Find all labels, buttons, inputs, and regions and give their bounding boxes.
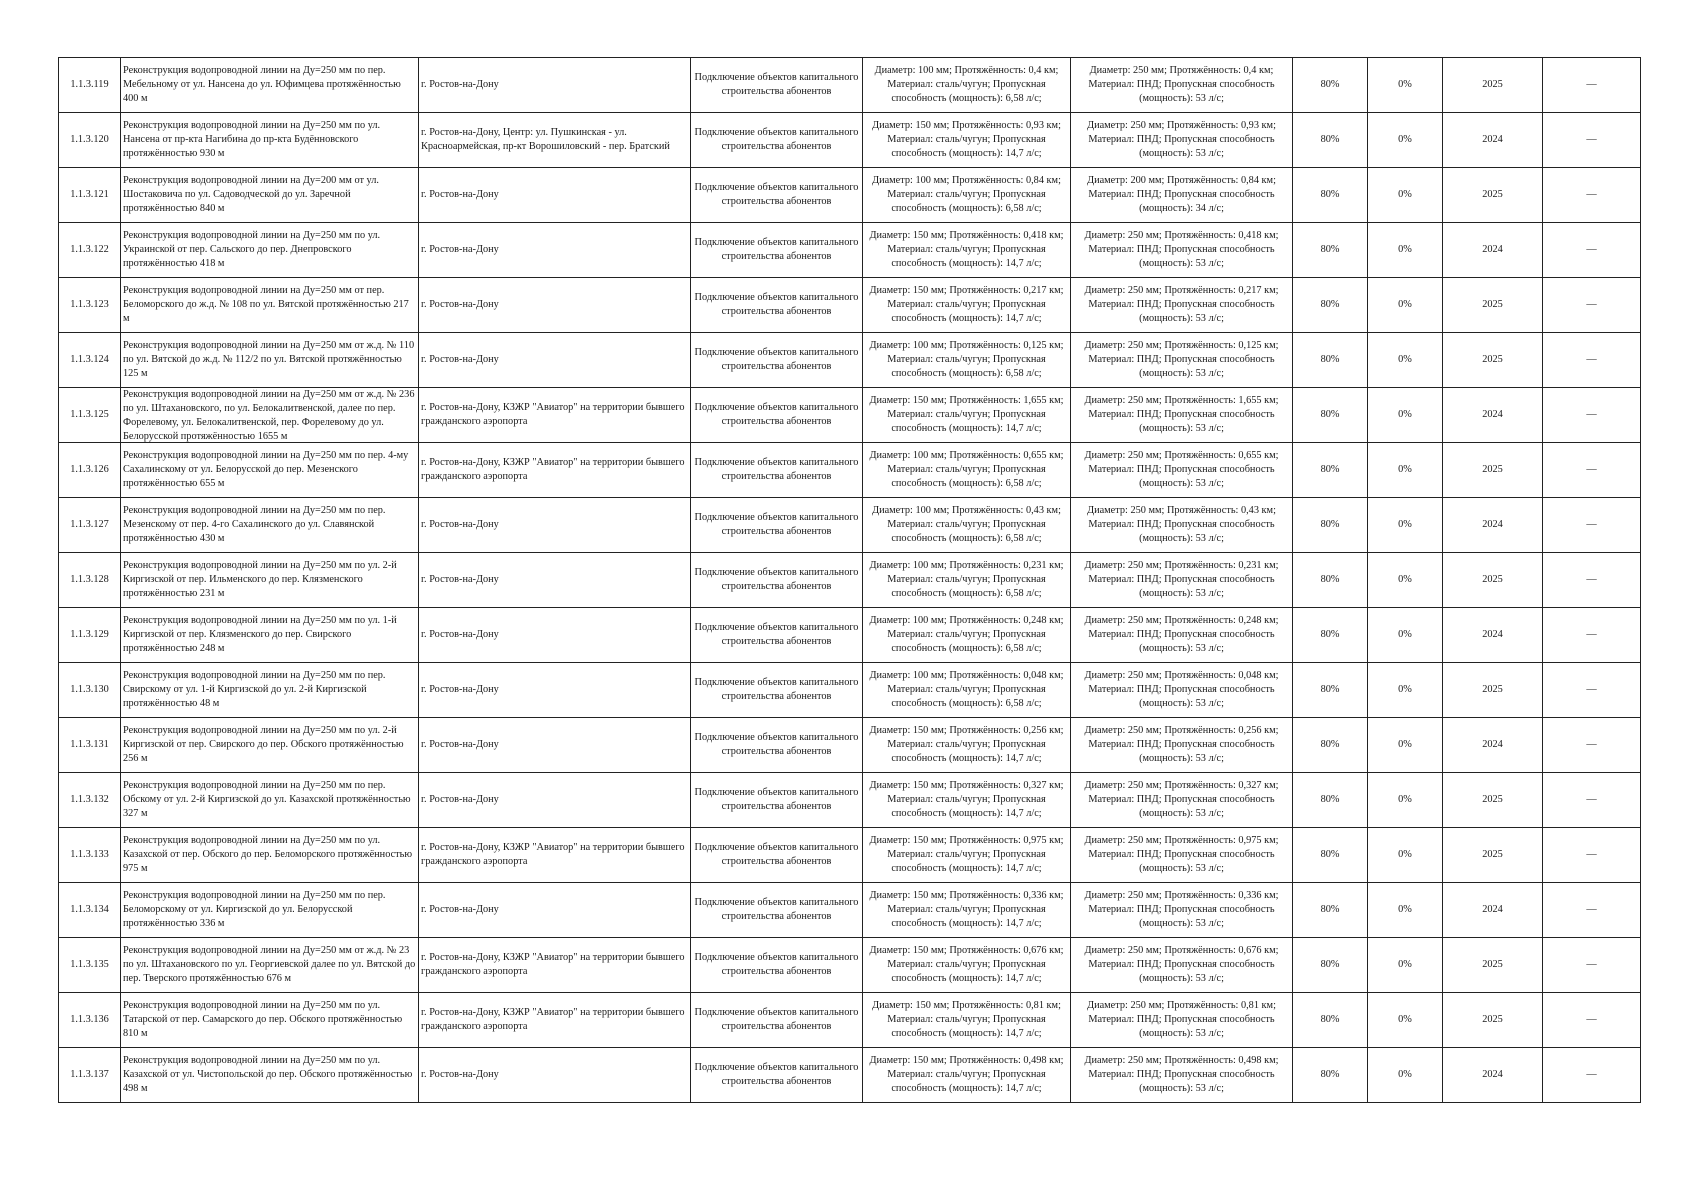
- table-row: [59, 608, 1641, 663]
- project-name-cell: Реконструкция водопроводной линии на Ду=250 мм по ул. Казахской от пер. Обского до пер. Беломорского протяжённостью 975 м: [121, 828, 419, 883]
- percent-b-cell: 0%: [1368, 828, 1443, 883]
- percent-a-cell: 80%: [1293, 828, 1368, 883]
- percent-a-cell: 80%: [1293, 113, 1368, 168]
- year-cell: 2024: [1443, 718, 1543, 773]
- location-cell: г. Ростов-на-Дону: [419, 663, 691, 718]
- project-number-cell: 1.1.3.125: [59, 388, 121, 443]
- year-cell: 2024: [1443, 1048, 1543, 1103]
- location-cell: г. Ростов-на-Дону: [419, 168, 691, 223]
- percent-b-cell: 0%: [1368, 443, 1443, 498]
- year-cell: 2025: [1443, 333, 1543, 388]
- location-cell: г. Ростов-на-Дону: [419, 718, 691, 773]
- percent-a-cell: 80%: [1293, 938, 1368, 993]
- params-after-cell: Диаметр: 250 мм; Протяжённость: 0,4 км; Материал: ПНД; Пропускная способность (мощность): 53 л/с;: [1071, 58, 1293, 113]
- purpose-cell: Подключение объектов капитального строительства абонентов: [691, 388, 863, 443]
- params-after-cell: Диаметр: 250 мм; Протяжённость: 0,125 км; Материал: ПНД; Пропускная способность (мощность): 53 л/с;: [1071, 333, 1293, 388]
- params-after-cell: Диаметр: 250 мм; Протяжённость: 0,43 км; Материал: ПНД; Пропускная способность (мощность): 53 л/с;: [1071, 498, 1293, 553]
- empty-value-cell: —: [1543, 333, 1641, 388]
- location-cell: г. Ростов-на-Дону, КЗЖР "Авиатор" на территории бывшего гражданского аэропорта: [419, 443, 691, 498]
- purpose-cell: Подключение объектов капитального строительства абонентов: [691, 938, 863, 993]
- percent-b-cell: 0%: [1368, 333, 1443, 388]
- year-cell: 2025: [1443, 443, 1543, 498]
- params-after-cell: Диаметр: 250 мм; Протяжённость: 0,048 км; Материал: ПНД; Пропускная способность (мощность): 53 л/с;: [1071, 663, 1293, 718]
- table-row: [59, 58, 1641, 113]
- empty-value-cell: —: [1543, 113, 1641, 168]
- table-row: [59, 443, 1641, 498]
- params-before-cell: Диаметр: 150 мм; Протяжённость: 0,81 км; Материал: сталь/чугун; Пропускная способность (мощность): 14,7 л/с;: [863, 993, 1071, 1048]
- table-row: [59, 553, 1641, 608]
- location-cell: г. Ростов-на-Дону: [419, 608, 691, 663]
- params-after-cell: Диаметр: 250 мм; Протяжённость: 0,975 км; Материал: ПНД; Пропускная способность (мощность): 53 л/с;: [1071, 828, 1293, 883]
- params-before-cell: Диаметр: 150 мм; Протяжённость: 0,327 км; Материал: сталь/чугун; Пропускная способность (мощность): 14,7 л/с;: [863, 773, 1071, 828]
- table-body: [59, 58, 1641, 1103]
- project-name-cell: Реконструкция водопроводной линии на Ду=250 мм по пер. Мебельному от ул. Нансена до ул. Юфимцева протяжённостью 400 м: [121, 58, 419, 113]
- percent-b-cell: 0%: [1368, 388, 1443, 443]
- project-number-cell: 1.1.3.136: [59, 993, 121, 1048]
- percent-a-cell: 80%: [1293, 278, 1368, 333]
- project-name-cell: Реконструкция водопроводной линии на Ду=250 мм по ул. Украинской от пер. Сальского до пер. Днепровского протяжённостью 418 м: [121, 223, 419, 278]
- location-cell: г. Ростов-на-Дону: [419, 498, 691, 553]
- table-row: [59, 828, 1641, 883]
- project-number-cell: 1.1.3.126: [59, 443, 121, 498]
- empty-value-cell: —: [1543, 718, 1641, 773]
- params-before-cell: Диаметр: 150 мм; Протяжённость: 0,418 км; Материал: сталь/чугун; Пропускная способность (мощность): 14,7 л/с;: [863, 223, 1071, 278]
- percent-a-cell: 80%: [1293, 58, 1368, 113]
- percent-a-cell: 80%: [1293, 993, 1368, 1048]
- project-name-cell: Реконструкция водопроводной линии на Ду=250 мм по ул. Нансена от пр-кта Нагибина до пр-кта Будённовского протяжённостью 930 м: [121, 113, 419, 168]
- params-before-cell: Диаметр: 100 мм; Протяжённость: 0,231 км; Материал: сталь/чугун; Пропускная способность (мощность): 6,58 л/с;: [863, 553, 1071, 608]
- percent-b-cell: 0%: [1368, 718, 1443, 773]
- project-number-cell: 1.1.3.120: [59, 113, 121, 168]
- params-after-cell: Диаметр: 250 мм; Протяжённость: 1,655 км; Материал: ПНД; Пропускная способность (мощность): 53 л/с;: [1071, 388, 1293, 443]
- params-before-cell: Диаметр: 100 мм; Протяжённость: 0,4 км; Материал: сталь/чугун; Пропускная способность (мощность): 6,58 л/с;: [863, 58, 1071, 113]
- location-cell: г. Ростов-на-Дону, Центр: ул. Пушкинская - ул. Красноармейская, пр-кт Ворошиловский - пер. Братский: [419, 113, 691, 168]
- location-cell: г. Ростов-на-Дону: [419, 278, 691, 333]
- year-cell: 2024: [1443, 498, 1543, 553]
- params-before-cell: Диаметр: 150 мм; Протяжённость: 0,93 км; Материал: сталь/чугун; Пропускная способность (мощность): 14,7 л/с;: [863, 113, 1071, 168]
- purpose-cell: Подключение объектов капитального строительства абонентов: [691, 773, 863, 828]
- empty-value-cell: —: [1543, 498, 1641, 553]
- params-before-cell: Диаметр: 150 мм; Протяжённость: 0,217 км; Материал: сталь/чугун; Пропускная способность (мощность): 14,7 л/с;: [863, 278, 1071, 333]
- project-number-cell: 1.1.3.122: [59, 223, 121, 278]
- year-cell: 2024: [1443, 608, 1543, 663]
- table-row: [59, 388, 1641, 443]
- project-name-cell: Реконструкция водопроводной линии на Ду=250 мм по пер. Обскому от ул. 2-й Киргизской до ул. Казахской протяжённостью 327 м: [121, 773, 419, 828]
- location-cell: г. Ростов-на-Дону: [419, 223, 691, 278]
- project-name-cell: Реконструкция водопроводной линии на Ду=250 мм по ул. 1-й Киргизской от пер. Клязменского до пер. Свирского протяжённостью 248 м: [121, 608, 419, 663]
- percent-b-cell: 0%: [1368, 993, 1443, 1048]
- empty-value-cell: —: [1543, 993, 1641, 1048]
- params-after-cell: Диаметр: 250 мм; Протяжённость: 0,248 км; Материал: ПНД; Пропускная способность (мощность): 53 л/с;: [1071, 608, 1293, 663]
- params-after-cell: Диаметр: 250 мм; Протяжённость: 0,336 км; Материал: ПНД; Пропускная способность (мощность): 53 л/с;: [1071, 883, 1293, 938]
- project-name-cell: Реконструкция водопроводной линии на Ду=250 мм по ул. 2-й Киргизской от пер. Ильменского до пер. Клязменского протяжённостью 231 м: [121, 553, 419, 608]
- purpose-cell: Подключение объектов капитального строительства абонентов: [691, 993, 863, 1048]
- project-name-cell: Реконструкция водопроводной линии на Ду=250 мм по ул. Татарской от пер. Самарского до пер. Обского протяжённостью 810 м: [121, 993, 419, 1048]
- table-row: [59, 333, 1641, 388]
- empty-value-cell: —: [1543, 1048, 1641, 1103]
- location-cell: г. Ростов-на-Дону: [419, 333, 691, 388]
- year-cell: 2025: [1443, 278, 1543, 333]
- location-cell: г. Ростов-на-Дону: [419, 553, 691, 608]
- purpose-cell: Подключение объектов капитального строительства абонентов: [691, 498, 863, 553]
- purpose-cell: Подключение объектов капитального строительства абонентов: [691, 883, 863, 938]
- params-before-cell: Диаметр: 100 мм; Протяжённость: 0,43 км; Материал: сталь/чугун; Пропускная способность (мощность): 6,58 л/с;: [863, 498, 1071, 553]
- project-number-cell: 1.1.3.135: [59, 938, 121, 993]
- table-row: [59, 938, 1641, 993]
- project-name-cell: Реконструкция водопроводной линии на Ду=250 мм от ж.д. № 23 по ул. Штахановского по ул. Георгиевской далее по ул. Вятской до пер. Тверского протяжённостью 676 м: [121, 938, 419, 993]
- table-row: [59, 883, 1641, 938]
- params-before-cell: Диаметр: 150 мм; Протяжённость: 0,498 км; Материал: сталь/чугун; Пропускная способность (мощность): 14,7 л/с;: [863, 1048, 1071, 1103]
- year-cell: 2025: [1443, 993, 1543, 1048]
- percent-a-cell: 80%: [1293, 1048, 1368, 1103]
- project-number-cell: 1.1.3.131: [59, 718, 121, 773]
- year-cell: 2025: [1443, 168, 1543, 223]
- percent-a-cell: 80%: [1293, 883, 1368, 938]
- params-before-cell: Диаметр: 100 мм; Протяжённость: 0,655 км; Материал: сталь/чугун; Пропускная способность (мощность): 6,58 л/с;: [863, 443, 1071, 498]
- project-name-cell: Реконструкция водопроводной линии на Ду=250 мм по ул. Казахской от ул. Чистопольской до пер. Обского протяжённостью 498 м: [121, 1048, 419, 1103]
- project-name-cell: Реконструкция водопроводной линии на Ду=250 мм по пер. 4-му Сахалинскому от ул. Белорусской до пер. Мезенского протяжённостью 655 м: [121, 443, 419, 498]
- percent-b-cell: 0%: [1368, 663, 1443, 718]
- params-before-cell: Диаметр: 150 мм; Протяжённость: 1,655 км; Материал: сталь/чугун; Пропускная способность (мощность): 14,7 л/с;: [863, 388, 1071, 443]
- params-after-cell: Диаметр: 250 мм; Протяжённость: 0,93 км; Материал: ПНД; Пропускная способность (мощность): 53 л/с;: [1071, 113, 1293, 168]
- params-after-cell: Диаметр: 250 мм; Протяжённость: 0,676 км; Материал: ПНД; Пропускная способность (мощность): 53 л/с;: [1071, 938, 1293, 993]
- year-cell: 2024: [1443, 883, 1543, 938]
- table-row: [59, 498, 1641, 553]
- project-name-cell: Реконструкция водопроводной линии на Ду=250 мм по пер. Мезенскому от пер. 4-го Сахалинского до ул. Славянской протяжённостью 430 м: [121, 498, 419, 553]
- location-cell: г. Ростов-на-Дону: [419, 883, 691, 938]
- project-number-cell: 1.1.3.119: [59, 58, 121, 113]
- project-number-cell: 1.1.3.133: [59, 828, 121, 883]
- percent-b-cell: 0%: [1368, 223, 1443, 278]
- params-before-cell: Диаметр: 100 мм; Протяжённость: 0,048 км; Материал: сталь/чугун; Пропускная способность (мощность): 6,58 л/с;: [863, 663, 1071, 718]
- empty-value-cell: —: [1543, 828, 1641, 883]
- year-cell: 2025: [1443, 553, 1543, 608]
- purpose-cell: Подключение объектов капитального строительства абонентов: [691, 663, 863, 718]
- params-before-cell: Диаметр: 150 мм; Протяжённость: 0,336 км; Материал: сталь/чугун; Пропускная способность (мощность): 14,7 л/с;: [863, 883, 1071, 938]
- table-row: [59, 718, 1641, 773]
- percent-a-cell: 80%: [1293, 498, 1368, 553]
- percent-b-cell: 0%: [1368, 883, 1443, 938]
- percent-a-cell: 80%: [1293, 168, 1368, 223]
- percent-b-cell: 0%: [1368, 608, 1443, 663]
- table-row: [59, 1048, 1641, 1103]
- percent-b-cell: 0%: [1368, 168, 1443, 223]
- percent-b-cell: 0%: [1368, 773, 1443, 828]
- year-cell: 2025: [1443, 663, 1543, 718]
- params-before-cell: Диаметр: 150 мм; Протяжённость: 0,256 км; Материал: сталь/чугун; Пропускная способность (мощность): 14,7 л/с;: [863, 718, 1071, 773]
- project-name-cell: Реконструкция водопроводной линии на Ду=250 мм от ж.д. № 110 по ул. Вятской до ж.д. № 112/2 по ул. Вятской протяжённостью 125 м: [121, 333, 419, 388]
- purpose-cell: Подключение объектов капитального строительства абонентов: [691, 113, 863, 168]
- percent-a-cell: 80%: [1293, 223, 1368, 278]
- project-number-cell: 1.1.3.132: [59, 773, 121, 828]
- location-cell: г. Ростов-на-Дону: [419, 1048, 691, 1103]
- params-after-cell: Диаметр: 250 мм; Протяжённость: 0,655 км; Материал: ПНД; Пропускная способность (мощность): 53 л/с;: [1071, 443, 1293, 498]
- location-cell: г. Ростов-на-Дону: [419, 773, 691, 828]
- percent-a-cell: 80%: [1293, 443, 1368, 498]
- project-number-cell: 1.1.3.137: [59, 1048, 121, 1103]
- purpose-cell: Подключение объектов капитального строительства абонентов: [691, 168, 863, 223]
- project-number-cell: 1.1.3.121: [59, 168, 121, 223]
- location-cell: г. Ростов-на-Дону, КЗЖР "Авиатор" на территории бывшего гражданского аэропорта: [419, 938, 691, 993]
- params-after-cell: Диаметр: 250 мм; Протяжённость: 0,498 км; Материал: ПНД; Пропускная способность (мощность): 53 л/с;: [1071, 1048, 1293, 1103]
- purpose-cell: Подключение объектов капитального строительства абонентов: [691, 58, 863, 113]
- location-cell: г. Ростов-на-Дону: [419, 58, 691, 113]
- empty-value-cell: —: [1543, 938, 1641, 993]
- params-before-cell: Диаметр: 100 мм; Протяжённость: 0,248 км; Материал: сталь/чугун; Пропускная способность (мощность): 6,58 л/с;: [863, 608, 1071, 663]
- percent-b-cell: 0%: [1368, 553, 1443, 608]
- params-after-cell: Диаметр: 200 мм; Протяжённость: 0,84 км; Материал: ПНД; Пропускная способность (мощность): 34 л/с;: [1071, 168, 1293, 223]
- year-cell: 2024: [1443, 223, 1543, 278]
- location-cell: г. Ростов-на-Дону, КЗЖР "Авиатор" на территории бывшего гражданского аэропорта: [419, 388, 691, 443]
- percent-b-cell: 0%: [1368, 498, 1443, 553]
- params-after-cell: Диаметр: 250 мм; Протяжённость: 0,327 км; Материал: ПНД; Пропускная способность (мощность): 53 л/с;: [1071, 773, 1293, 828]
- project-number-cell: 1.1.3.128: [59, 553, 121, 608]
- project-name-cell: Реконструкция водопроводной линии на Ду=250 мм от пер. Беломорского до ж.д. № 108 по ул. Вятской протяжённостью 217 м: [121, 278, 419, 333]
- year-cell: 2024: [1443, 113, 1543, 168]
- params-before-cell: Диаметр: 100 мм; Протяжённость: 0,125 км; Материал: сталь/чугун; Пропускная способность (мощность): 6,58 л/с;: [863, 333, 1071, 388]
- empty-value-cell: —: [1543, 58, 1641, 113]
- params-after-cell: Диаметр: 250 мм; Протяжённость: 0,217 км; Материал: ПНД; Пропускная способность (мощность): 53 л/с;: [1071, 278, 1293, 333]
- percent-b-cell: 0%: [1368, 278, 1443, 333]
- empty-value-cell: —: [1543, 883, 1641, 938]
- params-before-cell: Диаметр: 150 мм; Протяжённость: 0,676 км; Материал: сталь/чугун; Пропускная способность (мощность): 14,7 л/с;: [863, 938, 1071, 993]
- purpose-cell: Подключение объектов капитального строительства абонентов: [691, 278, 863, 333]
- percent-b-cell: 0%: [1368, 58, 1443, 113]
- empty-value-cell: —: [1543, 388, 1641, 443]
- purpose-cell: Подключение объектов капитального строительства абонентов: [691, 1048, 863, 1103]
- location-cell: г. Ростов-на-Дону, КЗЖР "Авиатор" на территории бывшего гражданского аэропорта: [419, 828, 691, 883]
- percent-b-cell: 0%: [1368, 113, 1443, 168]
- project-number-cell: 1.1.3.129: [59, 608, 121, 663]
- empty-value-cell: —: [1543, 443, 1641, 498]
- table-row: [59, 278, 1641, 333]
- purpose-cell: Подключение объектов капитального строительства абонентов: [691, 443, 863, 498]
- empty-value-cell: —: [1543, 278, 1641, 333]
- location-cell: г. Ростов-на-Дону, КЗЖР "Авиатор" на территории бывшего гражданского аэропорта: [419, 993, 691, 1048]
- params-after-cell: Диаметр: 250 мм; Протяжённость: 0,418 км; Материал: ПНД; Пропускная способность (мощность): 53 л/с;: [1071, 223, 1293, 278]
- params-after-cell: Диаметр: 250 мм; Протяжённость: 0,256 км; Материал: ПНД; Пропускная способность (мощность): 53 л/с;: [1071, 718, 1293, 773]
- year-cell: 2025: [1443, 58, 1543, 113]
- project-name-cell: Реконструкция водопроводной линии на Ду=250 мм по ул. 2-й Киргизской от пер. Свирского до пер. Обского протяжённостью 256 м: [121, 718, 419, 773]
- percent-b-cell: 0%: [1368, 1048, 1443, 1103]
- year-cell: 2025: [1443, 938, 1543, 993]
- empty-value-cell: —: [1543, 223, 1641, 278]
- project-name-cell: Реконструкция водопроводной линии на Ду=250 мм по пер. Свирскому от ул. 1-й Киргизской до ул. 2-й Киргизской протяжённостью 48 м: [121, 663, 419, 718]
- table-row: [59, 773, 1641, 828]
- params-before-cell: Диаметр: 100 мм; Протяжённость: 0,84 км; Материал: сталь/чугун; Пропускная способность (мощность): 6,58 л/с;: [863, 168, 1071, 223]
- percent-a-cell: 80%: [1293, 773, 1368, 828]
- empty-value-cell: —: [1543, 608, 1641, 663]
- project-number-cell: 1.1.3.130: [59, 663, 121, 718]
- project-number-cell: 1.1.3.127: [59, 498, 121, 553]
- percent-a-cell: 80%: [1293, 333, 1368, 388]
- project-number-cell: 1.1.3.124: [59, 333, 121, 388]
- year-cell: 2025: [1443, 773, 1543, 828]
- project-name-cell: Реконструкция водопроводной линии на Ду=250 мм по пер. Беломорскому от ул. Киргизской до ул. Белорусской протяжённостью 336 м: [121, 883, 419, 938]
- table-row: [59, 168, 1641, 223]
- investment-program-table: [58, 57, 1641, 1103]
- empty-value-cell: —: [1543, 663, 1641, 718]
- project-name-cell: Реконструкция водопроводной линии на Ду=200 мм от ул. Шостаковича по ул. Садоводческой до ул. Заречной протяжённостью 840 м: [121, 168, 419, 223]
- params-before-cell: Диаметр: 150 мм; Протяжённость: 0,975 км; Материал: сталь/чугун; Пропускная способность (мощность): 14,7 л/с;: [863, 828, 1071, 883]
- percent-a-cell: 80%: [1293, 553, 1368, 608]
- project-name-cell: Реконструкция водопроводной линии на Ду=250 мм от ж.д. № 236 по ул. Штахановского, по ул. Белокалитвенской, далее по пер. Форелевому, ул. Белокалитвенской, пер. Форелевому до ул. Белорусской протяжённостью 1655 м: [121, 388, 419, 443]
- purpose-cell: Подключение объектов капитального строительства абонентов: [691, 333, 863, 388]
- empty-value-cell: —: [1543, 773, 1641, 828]
- year-cell: 2024: [1443, 388, 1543, 443]
- table-row: [59, 113, 1641, 168]
- purpose-cell: Подключение объектов капитального строительства абонентов: [691, 608, 863, 663]
- purpose-cell: Подключение объектов капитального строительства абонентов: [691, 828, 863, 883]
- project-number-cell: 1.1.3.123: [59, 278, 121, 333]
- percent-b-cell: 0%: [1368, 938, 1443, 993]
- params-after-cell: Диаметр: 250 мм; Протяжённость: 0,81 км; Материал: ПНД; Пропускная способность (мощность): 53 л/с;: [1071, 993, 1293, 1048]
- table-row: [59, 663, 1641, 718]
- purpose-cell: Подключение объектов капитального строительства абонентов: [691, 223, 863, 278]
- purpose-cell: Подключение объектов капитального строительства абонентов: [691, 553, 863, 608]
- percent-a-cell: 80%: [1293, 388, 1368, 443]
- table-row: [59, 993, 1641, 1048]
- empty-value-cell: —: [1543, 168, 1641, 223]
- params-after-cell: Диаметр: 250 мм; Протяжённость: 0,231 км; Материал: ПНД; Пропускная способность (мощность): 53 л/с;: [1071, 553, 1293, 608]
- percent-a-cell: 80%: [1293, 663, 1368, 718]
- project-number-cell: 1.1.3.134: [59, 883, 121, 938]
- percent-a-cell: 80%: [1293, 608, 1368, 663]
- year-cell: 2025: [1443, 828, 1543, 883]
- percent-a-cell: 80%: [1293, 718, 1368, 773]
- purpose-cell: Подключение объектов капитального строительства абонентов: [691, 718, 863, 773]
- empty-value-cell: —: [1543, 553, 1641, 608]
- table-row: [59, 223, 1641, 278]
